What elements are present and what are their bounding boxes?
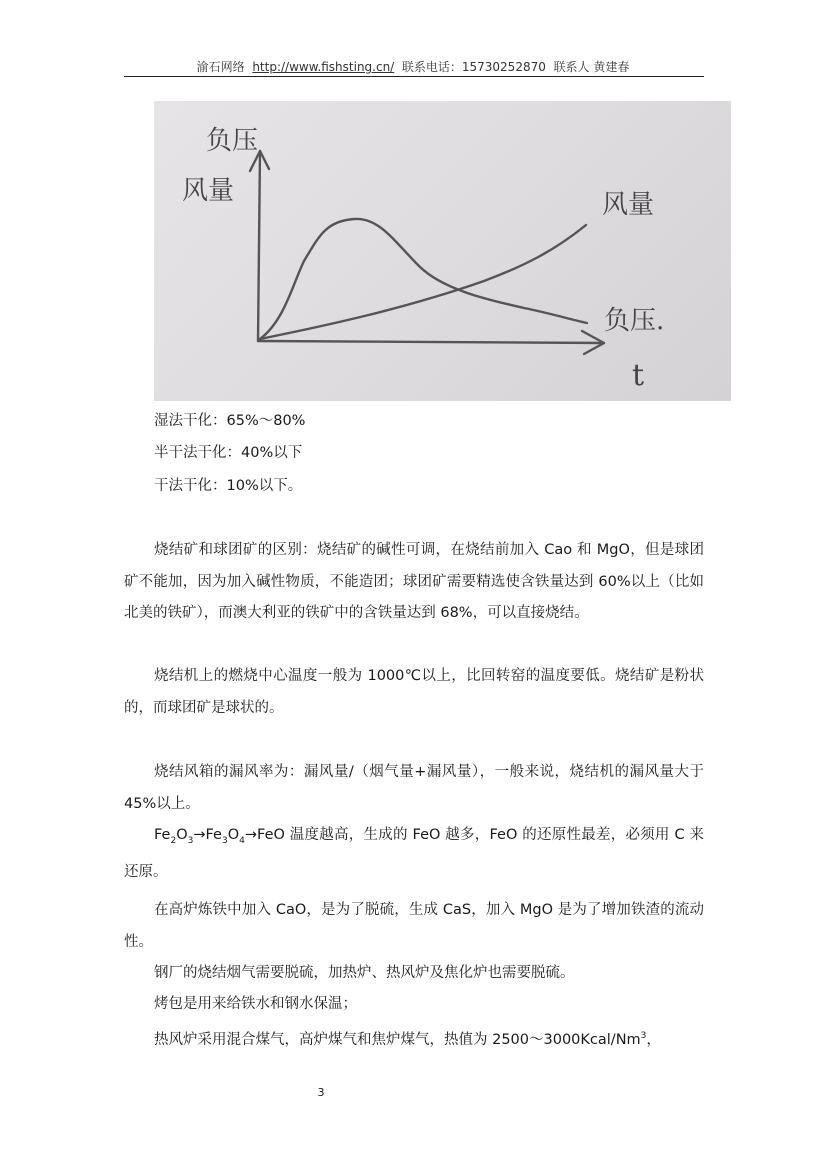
page-number: 3	[317, 1086, 325, 1099]
contact-person: 联系人 黄建春	[553, 60, 630, 74]
text-line-wet: 湿法干化：65%～80%	[154, 413, 306, 429]
x-axis	[258, 341, 604, 343]
header-rule	[124, 76, 704, 77]
paragraph-feo-reduction: $Fe_2O_3\to Fe_3O_4\to FeO$ 温度越高，生成的 FeO 越多，FeO 的还原性最差，必须用 C 来还原。	[124, 827, 704, 881]
label-curve-rising: 风量	[602, 190, 655, 220]
paragraph-ladle-heating: 烤包是用来给铁水和钢水保温；	[154, 996, 357, 1012]
paragraph-hot-blast-stove: 热风炉采用混合煤气，高炉煤气和焦炉煤气，热值为 2500～3000Kcal/Nm$^3$，	[154, 1031, 661, 1048]
y-axis	[258, 151, 260, 341]
paragraph-blast-furnace-cao: 在高炉炼铁中加入 CaO，是为了脱硫，生成 CaS，加入 MgO 是为了增加铁渣的流动性。	[124, 902, 704, 950]
text-line-semi: 半干法干化：40%以下	[154, 445, 303, 461]
curve-negative-pressure	[260, 219, 587, 339]
label-curve-falling: 负压.	[604, 306, 665, 336]
paragraph-desulfurization: 钢厂的烧结烟气需要脱硫，加热炉、热风炉及焦化炉也需要脱硫。	[154, 965, 575, 981]
paragraph-air-leakage: 烧结风箱的漏风率为：漏风量/（烟气量+漏风量），一般来说，烧结机的漏风量大于 45%以上。	[124, 764, 704, 812]
hand-drawn-graph	[154, 101, 731, 401]
website-link[interactable]: http://www.fishsting.cn/	[252, 60, 395, 74]
label-y-top: 负压	[206, 126, 259, 156]
curve-air-volume	[260, 225, 586, 339]
paragraph-sinter-vs-pellet: 烧结矿和球团矿的区别：烧结矿的碱性可调，在烧结前加入 Cao 和 MgO，但是球团矿不能加，因为加入碱性物质，不能造团；球团矿需要精选使含铁量达到 60%以上（比如北美的铁矿），而澳大利亚的铁矿中的含铁量达到 68%，可以直接烧结。	[124, 542, 704, 621]
text-line-dry: 干法干化：10%以下。	[154, 478, 303, 494]
page-header	[0, 58, 826, 75]
contact-phone: 联系电话：15730252870	[401, 60, 546, 74]
hand-drawn-graph-photo	[154, 101, 731, 401]
company-name: 渝石网络	[196, 60, 245, 74]
paragraph-combustion-temp: 烧结机上的燃烧中心温度一般为 1000℃以上，比回转窑的温度要低。烧结矿是粉状的，而球团矿是球状的。	[124, 668, 704, 716]
label-x: t	[632, 358, 645, 393]
label-y-bottom: 风量	[182, 176, 235, 206]
